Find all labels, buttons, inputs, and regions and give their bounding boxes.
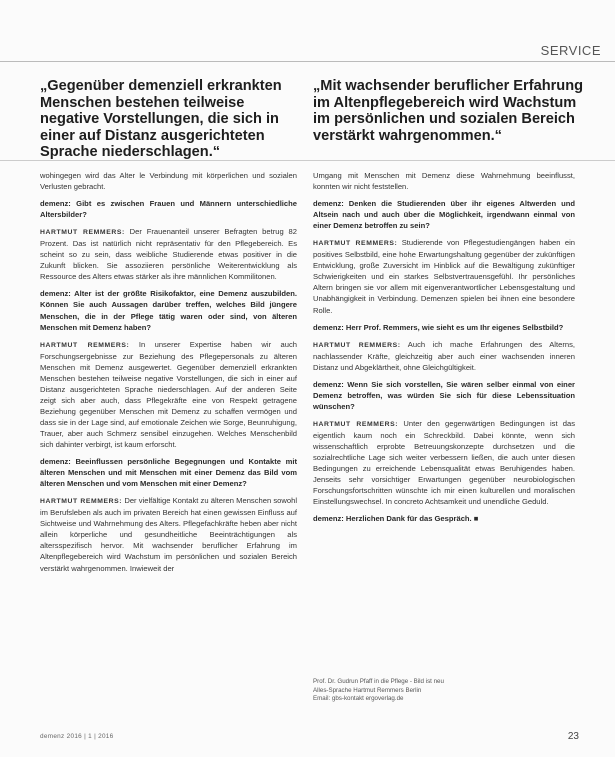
top-divider bbox=[0, 61, 615, 62]
interview-answer bbox=[313, 339, 575, 373]
credit-line: Alles-Sprache Hartmut Remmers Berlin bbox=[313, 686, 422, 694]
answer-text: In unserer Expertise haben wir auch Forschungsergebnisse zur Beziehung des Pflegepersonals zu älteren Menschen mit Demenz ausgewertet. Gegenüber demenziell erkrankten Menschen bestehen teilweise negative Vorstellungen, die sich in einer auf Distanz ausgerichteten Sprache niederschlagen. Auf der anderen Seite zeigt sich aber auch, dass Pflegekräfte eine von Respekt getragene Beziehung gegenüber Menschen mit Demenz zu schaffen vermögen und dass sie in der Lage sind, auf emotionale Zeichen wie Sorge, Beunruhigung, Trauer, aber auch Schmerz sensibel einzugehen. Welches Menschenbild sich dahinter verbirgt, ist kaum erforscht. bbox=[40, 339, 298, 450]
credit-line: Prof. Dr. Gudrun Pfaff in die Pflege - Bild ist neu bbox=[313, 678, 444, 685]
answer-text: Der vielfältige Kontakt zu älteren Menschen sowohl im Berufsleben als auch im privaten Bereich hat einen gewissen Einfluss auf Sichtweise und Wahrnehmung des Alters. Pflegefachkräfte heben aber nicht allein körperliche und gesundheitliche Beeinträchtigungen als altersspezifisch hervor. Mit wachsender beruflicher Erfahrung im Altenpflegebereich wird Wachstum im persönlichen und sozialen Bereich verstärkt wahrgenommen. Inwieweit der bbox=[40, 496, 298, 573]
pull-quote-left: „Gegenüber demenziell erkrankten Menschen bestehen teilweise negative Vorstellungen, die sich in einer auf Distanz ausgerichteten Sprache niederschlagen.“ bbox=[40, 78, 282, 160]
answer-text: Studierende von Pflegestudiengängen haben ein positives Selbstbild, eine hohe Erwartungshaltung gegenüber der zukünftigen Entwicklung, große Zuversicht im Hinblick auf die Bewältigung zukünftiger Schwierigkeiten und ein starkes Selbstvertrauensgefühl. Ihr persönliches Altern bringen sie vor allem mit eigenverantwortlicher Lebensgestaltung und Unabhängigkeit in Verbindung. Demenzen spielen bei ihnen eine besondere Rolle. bbox=[313, 238, 576, 315]
credit-line: Email: gbs-kontakt ergoverlag.de bbox=[313, 695, 404, 702]
speaker-name: HARTMUT REMMERS: bbox=[313, 240, 398, 248]
page-number: 23 bbox=[567, 731, 579, 742]
interview-answer bbox=[313, 237, 575, 315]
answer-text: Auch ich mache Erfahrungen des Alterns, nachlassender Kräfte, gleichzeitig aber auch einer wachsenden inneren Distanz und Abgeklärtheit, ohne Gleichgültigkeit. bbox=[313, 339, 575, 372]
article-column-left bbox=[40, 170, 297, 580]
photo-credits bbox=[313, 678, 513, 704]
speaker-name: HARTMUT REMMERS: bbox=[40, 229, 125, 237]
interview-answer bbox=[40, 495, 297, 573]
closing-line: demenz: Herzlichen Dank für das Gespräch. ■ bbox=[313, 514, 479, 524]
interview-question: demenz: Wenn Sie sich vorstellen, Sie wären selber einmal von einer Demenz betroffen, was würden Sie sich für diese Lebenssituation wünschen? bbox=[313, 379, 575, 411]
section-label: SERVICE bbox=[540, 43, 601, 58]
article-column-right bbox=[313, 170, 575, 530]
paragraph: Umgang mit Menschen mit Demenz diese Wahrnehmung beeinflusst, konnten wir nicht feststellen. bbox=[313, 171, 575, 192]
paragraph: wohingegen wird das Alter le Verbindung mit körperlichen und sozialen Verlusten gebracht. bbox=[40, 171, 297, 192]
answer-text: Der Frauenanteil unserer Befragten betrug 82 Prozent. Das ist natürlich nicht repräsentativ für den Pflegebereich. Es scheint so zu sein, dass weibliche Studierende etwas positiver in die Zukunft blicken. Sie assoziieren persönliche Weiterentwicklung als Ressource des Alters etwas stärker als ihre männlichen Kommilitonen. bbox=[40, 227, 297, 282]
interview-question: demenz: Alter ist der größte Risikofaktor, eine Demenz auszubilden. Können Sie auch Aussagen darüber treffen, welches Bild jüngere Menschen, die in der Pflege tätig waren oder sind, von älteren Menschen mit Demenz haben? bbox=[40, 289, 297, 332]
answer-text: Unter den gegenwärtigen Bedingungen ist das eigentlich kaum noch ein Schreckbild. Dabei könnte, wenn sich wissenschaftlich erprobte Betreuungskonzepte durchsetzen und die sozialrechtliche Lage sich weiter verbessern ließen, die auch unter diesen Bedingungen zu erreichende Lebensqualität etwas Beruhigendes haben. Jenseits sehr vorsichtiger Erwartungen gegenüber neurobiologischen Forschungsfortschritten wünschte ich mir einen kulturellen und moralischen Einstellungswechsel. In concreto Achtsamkeit und unendliche Geduld. bbox=[313, 418, 575, 507]
interview-question: demenz: Gibt es zwischen Frauen und Männern unterschiedliche Altersbilder? bbox=[40, 199, 297, 220]
issue-footer: demenz 2016 | 1 | 2016 bbox=[40, 733, 114, 740]
speaker-name: HARTMUT REMMERS: bbox=[313, 420, 399, 428]
pull-quote-right: „Mit wachsender beruflicher Erfahrung im Altenpflegebereich wird Wachstum im persönlichen und sozialen Bereich verstärkt wahrgenommen.“ bbox=[313, 78, 584, 144]
interview-question: demenz: Denken die Studierenden über ihr eigenes Altwerden und Altsein nach und auch über die Möglichkeit, irgendwann einmal von einer Demenz betroffen zu sein? bbox=[313, 199, 575, 231]
speaker-name: HARTMUT REMMERS: bbox=[40, 341, 130, 349]
speaker-name: HARTMUT REMMERS: bbox=[40, 498, 123, 506]
speaker-name: HARTMUT REMMERS: bbox=[313, 341, 401, 349]
interview-answer bbox=[40, 339, 297, 450]
interview-answer bbox=[313, 418, 575, 507]
interview-question: demenz: Herr Prof. Remmers, wie sieht es um Ihr eigenes Selbstbild? bbox=[313, 322, 564, 332]
quote-divider bbox=[0, 160, 615, 161]
interview-answer bbox=[40, 226, 297, 282]
interview-question: demenz: Beeinflussen persönliche Begegnungen und Kontakte mit älteren Menschen und mit Menschen mit einer Demenz das Bild vom älteren Menschen und vom Menschen mit einer Demenz? bbox=[40, 457, 297, 489]
